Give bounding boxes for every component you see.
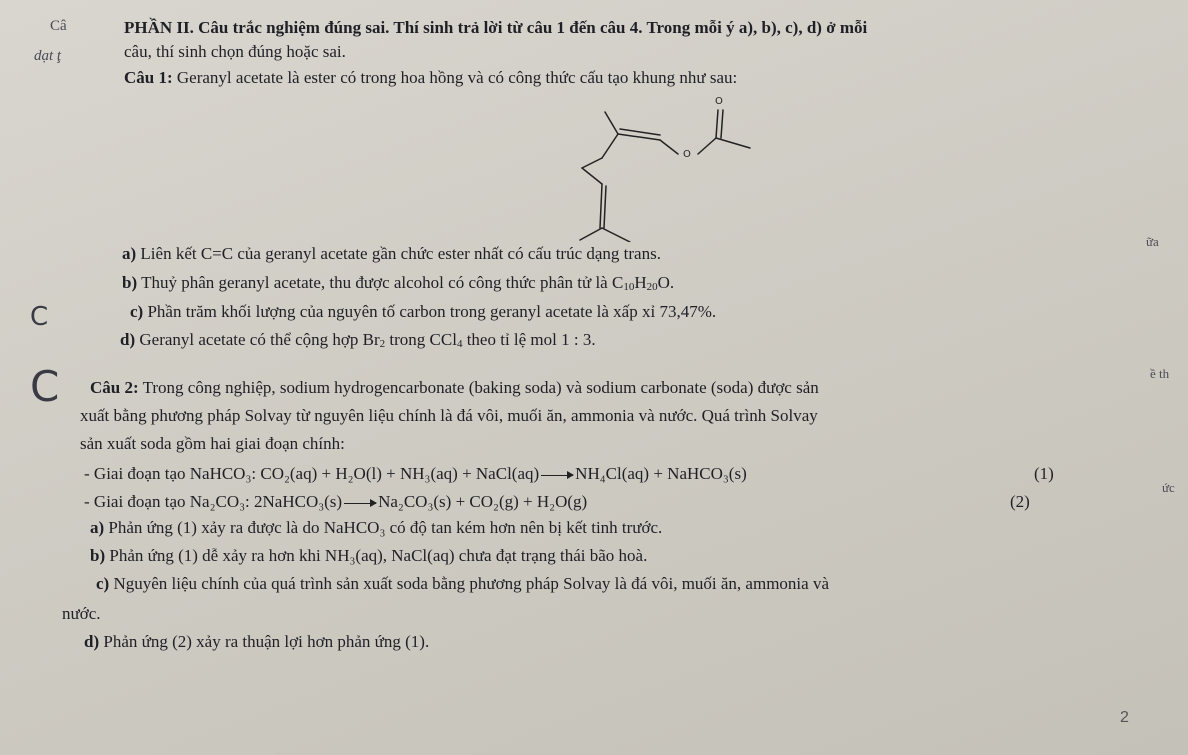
question-1-option-c	[130, 302, 716, 322]
reaction-2-number: (2)	[1010, 492, 1030, 511]
option-text: Phản ứng (2) xảy ra thuận lợi hơn phản ứng (1).	[99, 632, 430, 651]
margin-text-dat: dạt ţ	[34, 48, 62, 64]
option-label: d)	[84, 632, 100, 651]
option-label: c)	[96, 574, 110, 593]
reaction-reactants: - Giai đoạn tạo Na₂CO₃: 2NaHCO₃(s)	[84, 492, 343, 511]
option-label: b)	[90, 546, 106, 565]
option-text: Phần trăm khối lượng của nguyên tố carbon trong geranyl acetate là xấp xỉ 73,47%.	[143, 302, 717, 321]
question-2-option-d	[84, 632, 429, 652]
question-2-text-line: sản xuất soda gồm hai giai đoạn chính:	[80, 434, 345, 453]
margin-text-right: ức	[1162, 480, 1175, 495]
option-label: c)	[130, 302, 144, 321]
page-number: 2	[1120, 709, 1129, 726]
part-instructions: câu, thí sinh chọn đúng hoặc sai.	[124, 42, 346, 61]
option-text: Phản ứng (1) dễ xảy ra hơn khi NH₃(aq), NaCl(aq) chưa đạt trạng thái bão hoà.	[105, 546, 648, 565]
question-2-option-b	[90, 546, 647, 566]
option-text: theo tỉ lệ mol 1 : 3.	[462, 330, 596, 349]
option-label: d)	[120, 330, 136, 349]
question-1-option-b	[122, 273, 674, 297]
subscript: 20	[646, 281, 658, 293]
option-text: H	[634, 273, 647, 292]
option-label: a)	[122, 244, 137, 263]
question-2-stem	[90, 378, 819, 398]
subscript: 2	[379, 338, 386, 350]
reaction-2	[84, 492, 587, 512]
question-1-option-d	[120, 330, 596, 354]
margin-letter-c-large: C	[30, 362, 60, 411]
option-text: Liên kết C=C của geranyl acetate gần chức ester nhất có cấu trúc dạng trans.	[136, 244, 661, 263]
question-1-heading: Câu 1:	[124, 68, 173, 87]
carbonyl-oxygen-label: O	[715, 96, 723, 107]
question-2-option-a	[90, 518, 662, 538]
reaction-1	[84, 464, 747, 484]
option-text: Nguyên liệu chính của quá trình sản xuất soda bằng phương pháp Solvay là đá vôi, muối ăn, ammonia và	[109, 574, 829, 593]
option-text: trong CCl	[385, 330, 457, 349]
reaction-products: NH₄Cl(aq) + NaHCO₃(s)	[575, 464, 747, 483]
question-1-stem	[124, 68, 737, 88]
question-2-heading: Câu 2:	[90, 378, 139, 397]
subscript: 10	[623, 281, 635, 293]
geranyl-acetate-structure	[560, 92, 780, 242]
part-title: PHẦN II. Câu trắc nghiệm đúng sai. Thí sinh trả lời từ câu 1 đến câu 4. Trong mỗi ý a), b), c), d) ở mỗi	[124, 18, 868, 37]
reaction-products: Na₂CO₃(s) + CO₂(g) + H₂O(g)	[378, 492, 588, 511]
question-2-text: Trong công nghiệp, sodium hydrogencarbonate (baking soda) và sodium carbonate (soda) được sản	[138, 378, 819, 397]
question-1-text: Geranyl acetate là ester có trong hoa hồng và có công thức cấu tạo khung như sau:	[172, 68, 738, 87]
question-2-option-c	[96, 574, 829, 594]
question-2-option-c-continued: nước.	[62, 604, 101, 623]
margin-text-ca: Câ	[50, 18, 67, 34]
margin-letter-c: C	[30, 302, 49, 332]
option-text: O.	[657, 273, 675, 292]
margin-text-right: ữa	[1146, 234, 1159, 249]
option-text: Geranyl acetate có thể cộng hợp Br	[135, 330, 380, 349]
option-text: Thuỷ phân geranyl acetate, thu được alcohol có công thức phân tử là C	[137, 273, 624, 292]
question-2-text-line: xuất bằng phương pháp Solvay từ nguyên liệu chính là đá vôi, muối ăn, ammonia và nước. Quá trình Solvay	[80, 406, 818, 425]
option-label: a)	[90, 518, 105, 537]
reaction-arrow	[541, 475, 573, 476]
reaction-1-number: (1)	[1034, 464, 1054, 483]
subscript: 4	[456, 338, 463, 350]
option-text: Phản ứng (1) xảy ra được là do NaHCO₃ có độ tan kém hơn nên bị kết tinh trước.	[104, 518, 663, 537]
option-label: b)	[122, 273, 138, 292]
ester-oxygen-label: O	[683, 149, 691, 160]
reaction-reactants: - Giai đoạn tạo NaHCO₃: CO₂(aq) + H₂O(l) + NH₃(aq) + NaCl(aq)	[84, 464, 540, 483]
margin-text-right: ề th	[1150, 366, 1170, 381]
reaction-arrow	[344, 503, 376, 504]
question-1-option-a	[122, 244, 661, 264]
